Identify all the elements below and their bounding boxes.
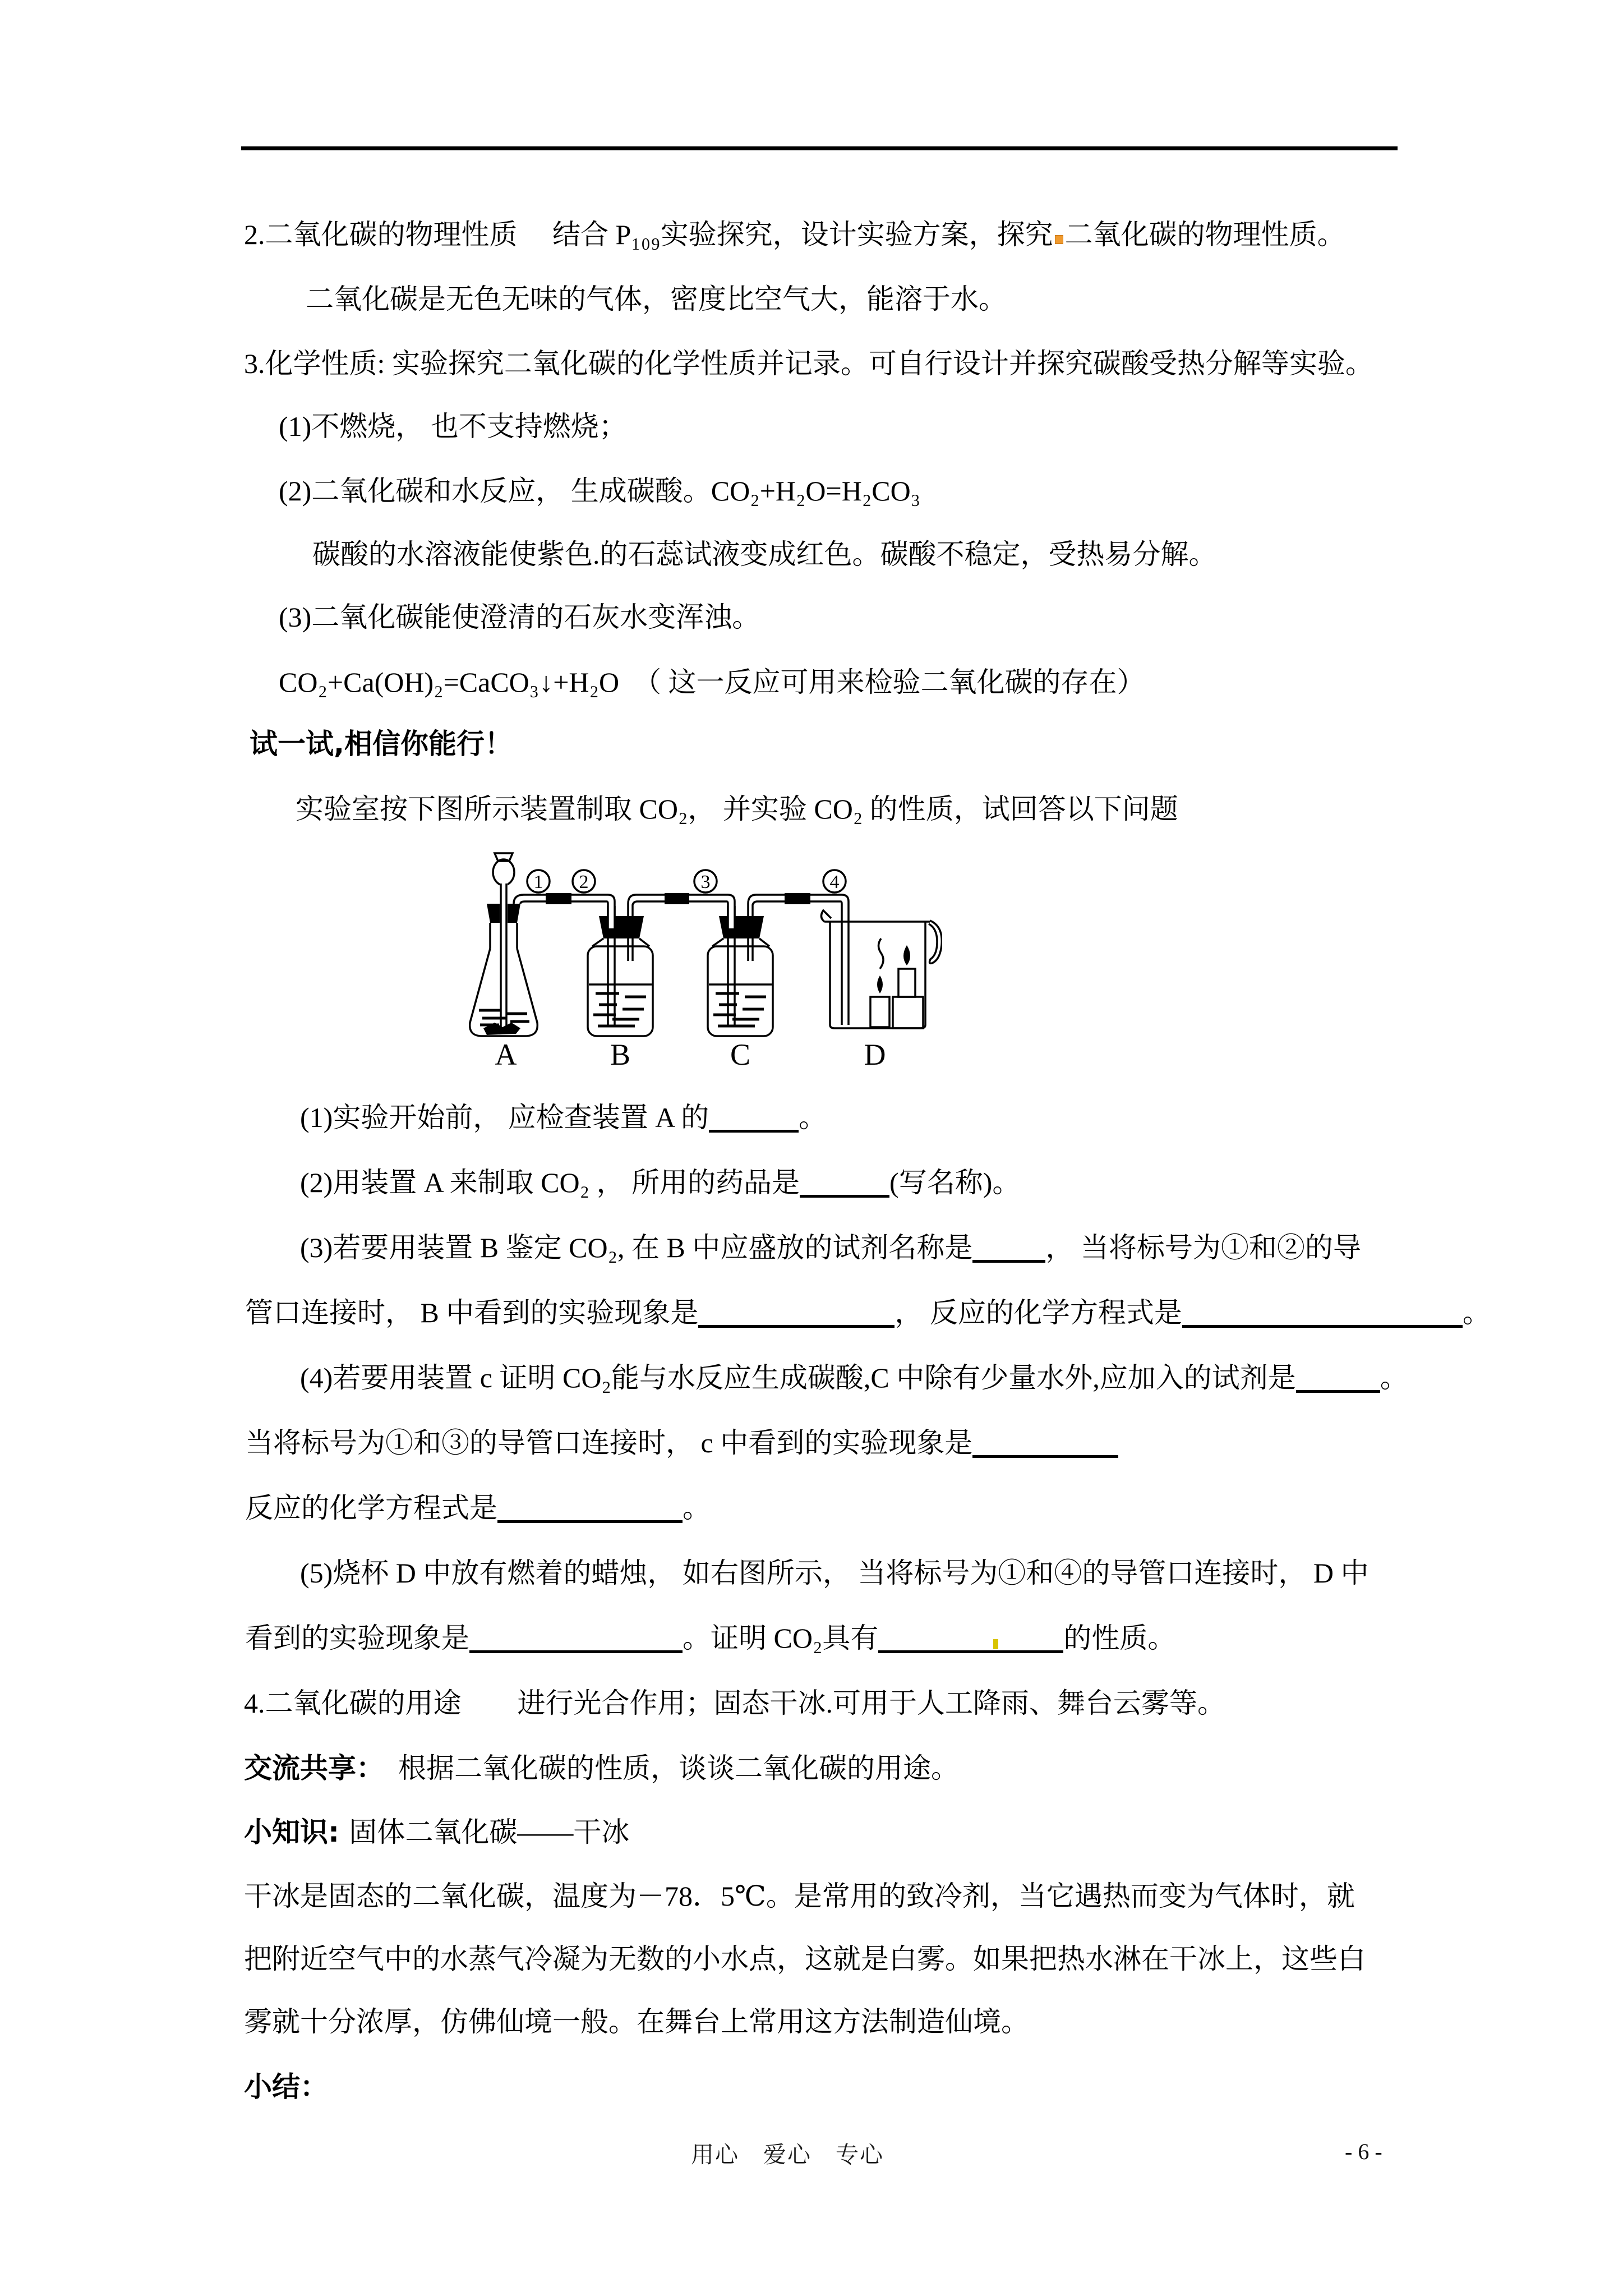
question-4-line-1: (4)若要用装置 c 证明 CO₂能与水反应生成碳酸,C 中除有少量水外,应加入的试剂是 。	[300, 1362, 1408, 1393]
gas-bottle-b	[588, 906, 653, 1036]
heading-try-it: 试一试,相信你能行！	[250, 728, 513, 760]
blank-answer-line	[800, 1170, 889, 1198]
line-chemical-properties: 3.化学性质: 实验探究二氧化碳的化学性质并记录。可自行设计并探究碳酸受热分解等实验。	[244, 348, 1373, 379]
tube-number-4-icon	[823, 870, 846, 892]
blank-answer-line	[698, 1300, 895, 1328]
connector-joint-2	[665, 893, 689, 904]
tip-label: 小知识:	[244, 1816, 349, 1848]
gas-pipe	[514, 895, 849, 1025]
candle-tall	[893, 945, 923, 1028]
blank-answer-line	[972, 1235, 1045, 1263]
line-dry-ice-para-3: 雾就十分浓厚，仿佛仙境一般。在舞台上常用这方法制造仙境。	[244, 2006, 1029, 2037]
svg-text:3: 3	[700, 872, 711, 892]
apparatus-label-d: D	[864, 1038, 886, 1071]
apparatus-label-a: A	[495, 1038, 517, 1071]
question-2: (2)用装置 A 来制取 CO₂ ， 所用的药品是 (写名称)。	[300, 1167, 1021, 1198]
question-3-line-2: 管口连接时， B 中看到的实验现象是 ， 反应的化学方程式是 。	[245, 1297, 1491, 1328]
physical-properties-tail: 二氧化碳的物理性质。	[1064, 219, 1345, 250]
blank-answer-line	[972, 1430, 1118, 1458]
svg-text:1: 1	[533, 872, 543, 892]
line-lab-intro: 实验室按下图所示装置制取 CO₂， 并实验 CO₂ 的性质，试回答以下问题	[296, 793, 1178, 825]
footer-motto: 用心 爱心 专心	[691, 2142, 884, 2168]
top-rule	[241, 146, 1398, 150]
question-3-line-1: (3)若要用装置 B 鉴定 CO₂, 在 B 中应盛放的试剂名称是 ， 当将标号为①和②的导	[300, 1232, 1361, 1263]
svg-text:4: 4	[829, 872, 840, 892]
question-1: (1)实验开始前， 应检查装置 A 的 。	[300, 1102, 827, 1133]
line-carbonic-acid-note: 碳酸的水溶液能使紫色.的石蕊试液变成红色。碳酸不稳定，受热易分解。	[312, 539, 1217, 570]
line-limewater-equation: CO₂+Ca(OH)₂=CaCO₃↓+H₂O （ 这一反应可用来检验二氧化碳的存在）	[279, 666, 1145, 698]
line-dry-ice-para-1: 干冰是固态的二氧化碳，温度为－78．5℃。是常用的致冷剂，当它遇热而变为气体时，就	[244, 1880, 1355, 1912]
question-5-line-2: 看到的实验现象是 。证明 CO₂具有 的性质。	[245, 1622, 1176, 1654]
page-number: - 6 -	[1345, 2139, 1382, 2164]
heading-summary: 小结：	[244, 2070, 328, 2103]
beaker-d	[821, 910, 942, 1028]
tube-number-2-icon	[573, 870, 595, 892]
line-share-exchange: 交流共享： 根据二氧化碳的性质，谈谈二氧化碳的用途。	[244, 1752, 959, 1784]
tube-number-3-icon	[694, 870, 717, 892]
blank-answer-line	[1182, 1300, 1463, 1328]
blank-answer-line	[1296, 1365, 1380, 1393]
apparatus-label-b: B	[610, 1038, 631, 1071]
apparatus-diagram	[465, 850, 942, 1071]
physical-properties-text: 2.二氧化碳的物理性质 结合 P₁₀₉实验探究，设计实验方案，探究	[244, 219, 1053, 250]
question-4-line-3: 反应的化学方程式是 。	[245, 1492, 711, 1524]
question-5-line-1: (5)烧杯 D 中放有燃着的蜡烛， 如右图所示， 当将标号为①和④的导管口连接时， D 中	[300, 1557, 1369, 1589]
line-co2-description: 二氧化碳是无色无味的气体，密度比空气大，能溶于水。	[306, 283, 1007, 315]
apparatus-label-c: C	[730, 1038, 751, 1071]
candle-short	[870, 938, 889, 1027]
yellow-highlight-mark	[993, 1639, 998, 1649]
svg-text:2: 2	[579, 872, 589, 892]
blank-answer-line	[709, 1105, 799, 1133]
line-property-3: (3)二氧化碳能使澄清的石灰水变浑浊。	[279, 601, 760, 633]
orange-highlight-dot	[1055, 235, 1063, 244]
line-physical-properties	[244, 218, 1345, 251]
blank-answer-line	[497, 1496, 683, 1523]
blank-answer-line	[469, 1626, 683, 1653]
line-co2-uses: 4.二氧化碳的用途 进行光合作用；固态干冰.可用于人工降雨、舞台云雾等。	[244, 1687, 1225, 1719]
tube-number-1-icon	[527, 870, 550, 892]
connector-joint-1	[546, 893, 571, 904]
line-tip-dry-ice: 小知识: 固体二氧化碳——干冰	[244, 1816, 630, 1848]
blank-answer-line	[878, 1626, 1063, 1653]
line-property-2: (2)二氧化碳和水反应， 生成碳酸。CO₂+H₂O=H₂CO₃	[279, 475, 921, 507]
connector-joint-3	[785, 893, 810, 904]
line-property-1: (1)不燃烧， 也不支持燃烧；	[279, 411, 627, 442]
gas-bottle-c	[708, 906, 773, 1036]
line-dry-ice-para-2: 把附近空气中的水蒸气冷凝为无数的小水点，这就是白雾。如果把热水淋在干冰上，这些白	[244, 1943, 1366, 1975]
share-exchange-label: 交流共享：	[244, 1752, 370, 1784]
question-4-line-2: 当将标号为①和③的导管口连接时， c 中看到的实验现象是	[245, 1426, 1118, 1460]
